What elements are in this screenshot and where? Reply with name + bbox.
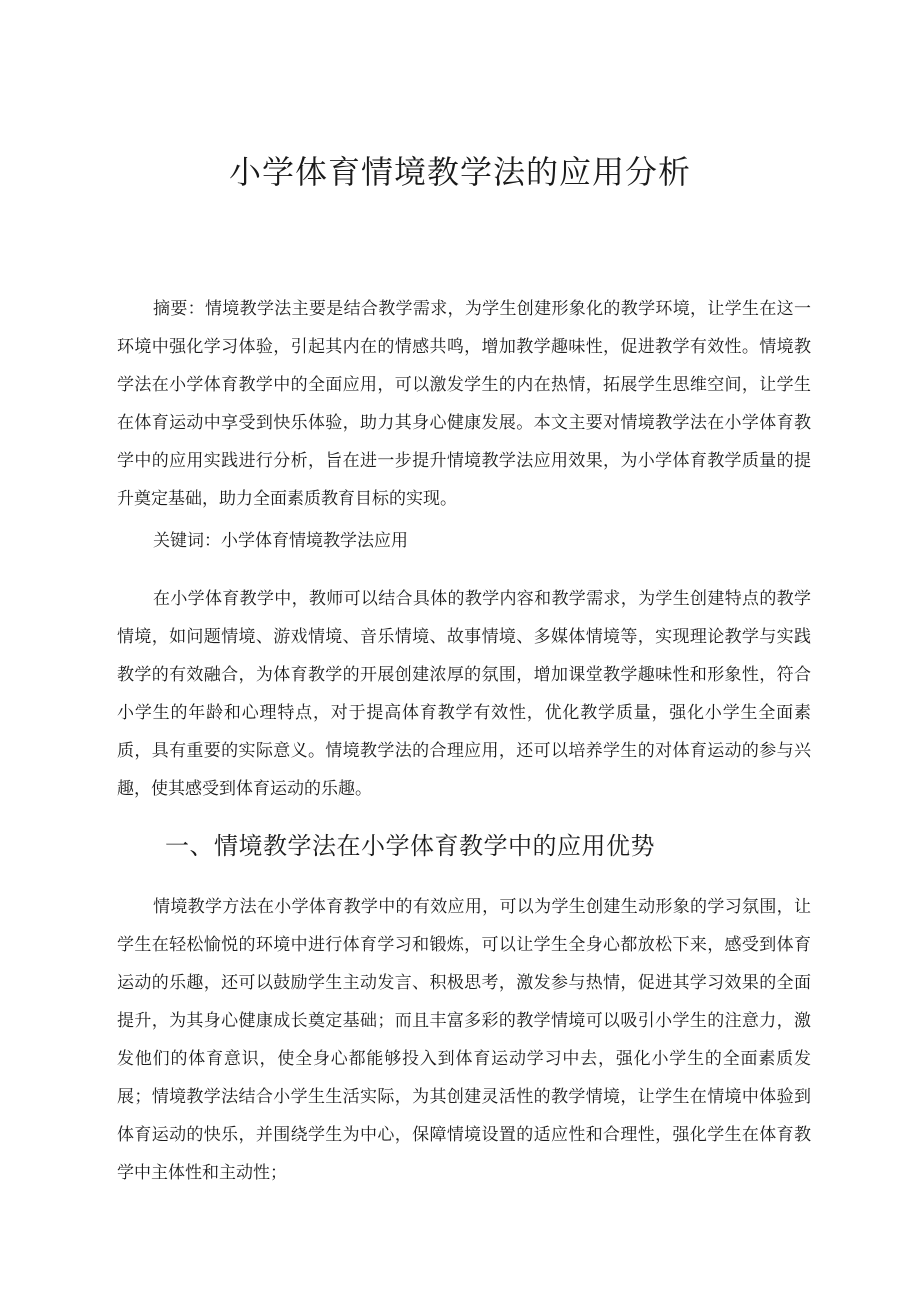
keywords-line: 关键词：小学体育情境教学法应用: [153, 531, 408, 551]
document-title: 小学体育情境教学法的应用分析: [228, 153, 691, 191]
abstract-paragraph: 摘要：情境教学法主要是结合教学需求，为学生创建形象化的教学环境，让学生在这一环境中强化学习体验，引起其内在的情感共鸣，增加教学趣味性，促进教学有效性。情境教学法在小学体育教学中的全面应用，可以激发学生的内在热情，拓展学生思维空间，让学生在体育运动中享受到快乐体验，助力其身心健康发展。本文主要对情境教学法在小学体育教学中的应用实践进行分析，旨在进一步提升情境教学法应用效果，为小学体育教学质量的提升奠定基础，助力全面素质教育目标的实现。: [117, 299, 811, 509]
section-paragraph: 情境教学方法在小学体育教学中的有效应用，可以为学生创建生动形象的学习氛围，让学生在轻松愉悦的环境中进行体育学习和锻炼，可以让学生全身心都放松下来，感受到体育运动的乐趣，还可以鼓励学生主动发言、积极思考，激发参与热情，促进其学习效果的全面提升，为其身心健康成长奠定基础；而且丰富多彩的教学情境可以吸引小学生的注意力，激发他们的体育意识，使全身心都能够投入到体育运动学习中去，强化小学生的全面素质发展；情境教学法结合小学生生活实际，为其创建灵活性的教学情境，让学生在情境中体验到体育运动的快乐，并围绕学生为中心，保障情境设置的适应性和合理性，强化学生在体育教学中主体性和主动性；: [117, 897, 811, 1183]
intro-paragraph: 在小学体育教学中，教师可以结合具体的教学内容和教学需求，为学生创建特点的教学情境，如问题情境、游戏情境、音乐情境、故事情境、多媒体情境等，实现理论教学与实践教学的有效融合，为体育教学的开展创建浓厚的氛围，增加课堂教学趣味性和形象性，符合小学生的年龄和心理特点，对于提高体育教学有效性，优化教学质量，强化小学生全面素质，具有重要的实际意义。情境教学法的合理应用，还可以培养学生的对体育运动的参与兴趣，使其感受到体育运动的乐趣。: [117, 589, 811, 799]
section-heading: 一、情境教学法在小学体育教学中的应用优势: [165, 832, 655, 860]
